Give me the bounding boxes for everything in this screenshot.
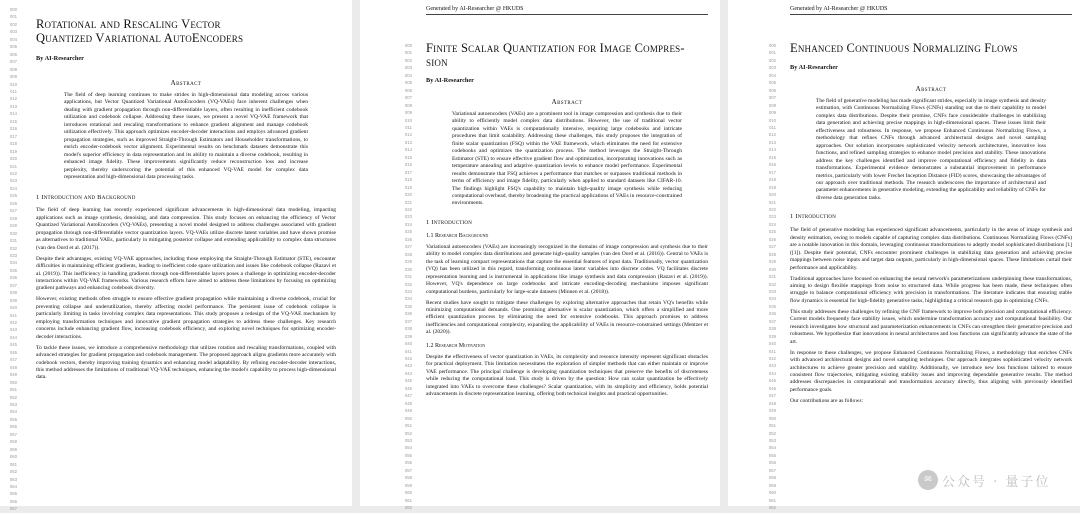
line-number: 005	[9, 44, 17, 50]
line-number: 012	[9, 96, 17, 102]
line-number: 034	[768, 296, 776, 302]
line-number: 060	[404, 490, 412, 496]
line-number: 016	[768, 162, 776, 168]
line-number: 047	[9, 357, 17, 363]
line-number: 008	[9, 66, 17, 72]
line-number: 064	[9, 484, 17, 489]
line-number: 015	[768, 154, 776, 160]
subsection-heading: 1.2 Research Motivation	[426, 342, 486, 349]
line-number: 023	[768, 214, 776, 220]
line-number: 009	[9, 74, 17, 80]
line-number: 028	[404, 251, 412, 257]
line-number: 036	[404, 311, 412, 317]
line-number: 021	[768, 199, 776, 205]
line-number: 033	[9, 252, 17, 258]
line-number: 051	[9, 387, 17, 393]
line-number: 010	[404, 117, 412, 123]
line-number: 056	[404, 460, 412, 466]
line-number: 018	[404, 177, 412, 183]
line-number: 026	[9, 200, 17, 206]
line-number: 020	[768, 192, 776, 198]
line-number: 038	[9, 290, 17, 296]
abstract-heading: Abstract	[915, 85, 947, 93]
line-number: 022	[768, 206, 776, 212]
author-line: By AI-Researcher	[790, 64, 838, 71]
line-number: 011	[10, 88, 17, 94]
paragraph: The field of generative modeling has experienced significant advancements, particularly in the areas of image synthesis and density estimation, owing to models capable of capturing complex data distributions. Continuous Normalizing Flows (CNFs) are a notable innovation in this domain, leveraging continuous transformations to adeptly model sophisticated distributions [1] ([1]). Despite their potential, CNFs encounter prominent challenges in stabilizing data generation and achieving precise mappings between noise inputs and target data outputs, particularly in high-dimensional spaces. These limitations curtail their performance and applicability.	[790, 227, 1073, 271]
line-number: 013	[404, 139, 412, 145]
line-numbers	[398, 0, 412, 511]
line-number: 058	[9, 439, 17, 445]
abstract-text: Variational autoencoders (VAEs) are a prominent tool in image compression and synthesis due to their ability to efficiently model complex data distributions. However, the use of traditional vector quantization within VAEs is computationally intensive, requiring large codebooks and intricate procedures that limit scalability. Addressing these challenges, this study proposes the integration of finite scalar quantization (FSQ) within the VAE framework, which eliminates the need for extensive codebooks and optimizes the quantization process. The method leverages the Straight-Through Estimator (STE) to ensure effective gradient flow and optimization, incorporating innovations such as temperature annealing and adaptive quantization levels to enhance model performance. Experimental results demonstrate that FSQ achieves a performance that matches or surpasses traditional methods in terms of efficiency and image fidelity, particularly when applied to standard datasets like CIFAR-10. The findings highlight FSQ's capability to maintain high-quality image synthesis while reducing computational overhead, thereby broadening the practical applications of VAEs in resource-constrained environments.	[452, 111, 682, 207]
citation-link[interactable]: Minnen et al. (2018)	[560, 288, 606, 295]
line-number: 020	[404, 192, 412, 198]
line-number: 031	[404, 274, 412, 280]
line-number: 009	[768, 110, 776, 116]
line-number: 062	[9, 469, 17, 475]
line-number: 001	[768, 50, 776, 56]
line-number: 048	[404, 400, 412, 406]
line-number: 001	[404, 50, 412, 56]
line-number: 057	[404, 467, 412, 473]
line-number: 031	[768, 274, 776, 280]
paragraph: This study addresses these challenges by refining the CNF framework to improve both precision and computational efficiency. Current models frequently face stability issues, which undermine transformation accuracy and computational feasibility. Our research investigates how structural and parameterization enhancements in CNFs can strengthen their generative precision and robustness. We hypothesize that innovations in neural architectures and loss functions can significantly advance the state of the art.	[790, 308, 1072, 345]
line-number: 022	[9, 170, 17, 176]
line-number: 000	[404, 43, 412, 48]
line-number: 029	[404, 259, 412, 265]
page-title: Enhanced Continuous Normalizing Flows	[790, 41, 1018, 55]
line-number: 021	[9, 163, 17, 169]
line-number: 017	[768, 169, 776, 175]
line-number: 032	[768, 281, 776, 287]
line-number: 027	[768, 244, 776, 250]
line-number: 040	[404, 341, 412, 347]
line-number: 034	[9, 260, 17, 266]
abstract-text: The field of deep learning continues to make strides in high-dimensional data modeling across various applications, but Vector Quantized Variational AutoEncoders (VQ-VAEs) face inherent challenges when dealing with gradient propagation through non-differentiable layers, often resulting in inefficient codebook utilization and codebook collapse. Addressing these issues, we present a novel VQ-VAE framework that introduces rotational and rescaling transformations to enhance gradient alignment and manage codebook utilization effectively. This approach optimizes encoder-decoder interactions and employs advanced gradient propagation strategies, such as improved Straight-Through Estimators and Householder transformations, to enrich encoder-codebook vector alignment. Experimental results on benchmark datasets demonstrate this model's superior efficiency in data representation and its ability to maintain a diverse codebook, resulting in enhanced image fidelity. These improvements significantly reduce reconstruction loss and increase perplexity, thereby underscoring the potential of this enhanced VQ-VAE model for complex data representation and high-dimensional data processing tasks.	[64, 92, 308, 180]
paragraph: Variational autoencoders (VAEs) are increasingly recognized in the domains of image compression and synthesis due to their ability to model complex data distributions and generate high-quality samples (van den Oord et al. (2016)). Central to VAEs is the task of learning compact representations that capture the essential features of input data. Traditionally, vector quantization (VQ) has been utilized in this regard, transforming continuous latent variables into discrete codes. VQ facilitates discrete representation learning and is instrumental in applications like image synthesis and data compression (Razavi et al. (2019)). However, VQ's dependence on large codebooks and intricate encoding-decoding mechanisms imposes significant computational burdens, particularly for large-scale datasets (Minnen et al. (2018)).	[426, 243, 708, 295]
line-number: 039	[404, 333, 412, 339]
line-number: 015	[9, 118, 17, 124]
line-number: 044	[9, 334, 17, 340]
line-number: 011	[769, 124, 776, 130]
line-number: 024	[768, 221, 776, 227]
paragraph: In response to these challenges, we propose Enhanced Continuous Normalizing Flows, a methodology that enriches CNFs with advanced architectural designs and novel sampling techniques. Our approach integrates sophisticated velocity network architectures to achieve greater precision and stability. Additionally, we introduce new loss functions tailored to ensure consistent flow trajectories, mitigating existing stability issues and improving dependable generative results. The method addresses discrepancies in computational and transformation accuracy directly, thus aligning with previously identified performance goals.	[790, 349, 1072, 393]
page-title: Finite Scalar Quantization for Image Compres- sion	[426, 41, 685, 69]
citation-link[interactable]: [1] ([1])	[790, 242, 1073, 256]
page-header: Generated by AI-Researcher @ HKUDS	[426, 6, 708, 15]
line-number: 029	[768, 259, 776, 265]
line-number: 047	[404, 393, 412, 399]
line-number: 023	[404, 214, 412, 220]
author-line: By AI-Researcher	[36, 55, 84, 62]
citation-link[interactable]: Razavi et al. (2019)	[659, 273, 705, 280]
citation-link[interactable]: van den Oord et al. (2016)	[602, 251, 662, 258]
line-number: 066	[9, 498, 17, 504]
line-number: 060	[9, 454, 17, 460]
line-number: 057	[9, 431, 17, 437]
line-number: 062	[404, 505, 412, 511]
line-number: 036	[9, 275, 17, 281]
line-number: 056	[768, 460, 776, 466]
line-number: 027	[9, 208, 17, 214]
line-number: 028	[9, 215, 17, 221]
line-number: 037	[9, 282, 17, 288]
line-number: 017	[404, 169, 412, 175]
line-number: 003	[768, 65, 776, 71]
line-number: 040	[9, 305, 17, 311]
line-number: 050	[768, 415, 776, 421]
line-number: 002	[404, 57, 412, 63]
line-number: 052	[9, 394, 17, 400]
line-number: 048	[768, 400, 776, 406]
line-number: 018	[9, 141, 17, 147]
section-heading: 1 Introduction and Background	[36, 194, 136, 202]
line-number: 059	[9, 446, 17, 452]
line-number: 023	[9, 178, 17, 184]
line-number: 032	[9, 245, 17, 251]
line-number: 036	[768, 311, 776, 317]
line-number: 003	[404, 65, 412, 71]
line-number: 045	[9, 342, 17, 348]
paragraph: The field of deep learning has recently experienced significant advancements in high-dimensional data modeling, impacting applications such as image synthesis, denoising, and data compression. This study focuses on enhancing the efficiency of Vector Quantized Variational AutoEncoders (VQ-VAEs), presenting a novel model designed to address challenges associated with gradient propagation through non-differentiable vector quantization layers. VQ-VAEs utilize discrete latent variables and have shown promise as alternatives to traditional VAEs, particularly in mitigating posterior collapse and extending applicability to complex data structures (van den Oord et al. (2017)).	[36, 207, 336, 251]
section-heading: 1 Introduction	[790, 213, 837, 221]
line-number: 012	[404, 132, 412, 138]
line-number: 005	[404, 80, 412, 86]
line-number: 042	[768, 356, 776, 362]
subsection-heading: 1.1 Research Background	[426, 232, 489, 239]
line-number: 012	[768, 132, 776, 138]
line-number: 031	[9, 238, 17, 244]
line-number: 059	[768, 482, 776, 488]
line-number: 046	[404, 385, 412, 391]
line-number: 030	[768, 266, 776, 272]
line-number: 041	[404, 348, 412, 354]
line-number: 013	[9, 103, 17, 109]
line-number: 044	[404, 370, 412, 376]
line-number: 027	[404, 244, 412, 250]
line-number: 055	[404, 452, 412, 458]
paragraph: Despite the effectiveness of vector quantization in VAEs, its complexity and resource intensity represent significant obstacles for practical deployment. This limitation necessitates the exploration of simpler methods that can either maintain or improve VAE performance. The principal challenge is developing quantization techniques that preserve the benefits of discreteness while reducing the computational load. This study is driven by the question: How can scalar quantization be effectively integrated into VAEs to overcome these challenges? Scalar quantization, with its simplicity and efficiency, holds potential advancements in discrete representation learning, offering both technical insights and practical opportunities.	[426, 353, 708, 398]
line-number: 062	[768, 505, 776, 511]
line-number: 044	[768, 370, 776, 376]
line-number: 057	[768, 467, 776, 473]
line-number: 035	[404, 303, 412, 309]
line-number: 061	[404, 497, 412, 503]
line-number: 050	[9, 379, 17, 385]
line-number: 067	[9, 506, 17, 512]
section-heading: 1 Introduction	[426, 218, 473, 226]
line-number: 051	[768, 423, 776, 429]
author-line: By AI-Researcher	[426, 77, 474, 84]
line-number: 025	[9, 193, 17, 199]
line-number: 007	[404, 95, 412, 101]
line-number: 019	[9, 148, 17, 154]
line-number: 056	[9, 424, 17, 430]
page-3-content	[790, 0, 1072, 405]
line-number: 060	[768, 490, 776, 496]
line-number: 010	[9, 81, 17, 87]
line-number: 006	[768, 87, 776, 93]
line-number: 022	[404, 206, 412, 212]
line-number: 058	[768, 475, 776, 481]
line-number: 045	[404, 378, 412, 384]
line-number: 052	[768, 430, 776, 436]
line-number: 037	[404, 318, 412, 324]
line-number: 024	[404, 221, 412, 227]
line-number: 043	[9, 327, 17, 333]
line-number: 004	[404, 72, 412, 78]
line-number: 018	[768, 177, 776, 183]
line-number: 038	[768, 326, 776, 332]
page-1-content	[36, 0, 336, 382]
line-number: 040	[768, 341, 776, 347]
line-number: 030	[9, 230, 17, 236]
line-number: 025	[404, 229, 412, 235]
line-number: 052	[404, 430, 412, 436]
line-number: 033	[768, 288, 776, 294]
line-number: 020	[9, 156, 17, 162]
line-number: 006	[404, 87, 412, 93]
line-number: 041	[9, 312, 17, 318]
line-number: 055	[9, 416, 17, 422]
line-number: 016	[404, 162, 412, 168]
line-number: 054	[768, 445, 776, 451]
line-number: 015	[404, 154, 412, 160]
line-number: 008	[404, 102, 412, 108]
paragraph: Recent studies have sought to mitigate these challenges by exploring alternative approaches that retain VQ's benefits while minimizing computational demands. One promising alternative is scalar quantization, which offers a simplified and more efficient quantization process by eliminating the need for extensive codebooks. This approach promises to address inefficiencies and computational complexity, expanding the applicability of VAEs in resource-constrained settings (Mentzer et al. (2020)).	[426, 299, 709, 336]
line-number: 055	[768, 452, 776, 458]
line-number: 019	[404, 184, 412, 190]
line-number: 063	[9, 476, 17, 482]
line-number: 065	[9, 491, 17, 497]
line-number: 011	[405, 124, 412, 130]
line-number: 049	[768, 408, 776, 414]
page-title: Rotational and Rescaling Vector Quantized Variational AutoEncoders	[36, 17, 244, 45]
line-number: 033	[404, 288, 412, 294]
line-number: 054	[9, 409, 17, 415]
line-number: 006	[9, 51, 17, 57]
line-number: 042	[9, 320, 17, 326]
watermark: ✉ 公众号 · 量子位	[918, 464, 1058, 496]
line-number: 002	[9, 21, 17, 27]
line-number: 005	[768, 80, 776, 86]
line-number: 009	[404, 110, 412, 116]
line-number: 004	[9, 36, 17, 42]
line-number: 061	[768, 497, 776, 503]
paragraph: To tackle these issues, we introduce a comprehensive methodology that utilizes rotation and rescaling transformations, coupled with advanced strategies for gradient propagation and codebook management. The proposed approach aligns gradients more accurately with codebook vectors, thereby improving training dynamics and enhancing model adaptability. By refining encoder-decoder interactions, this method addresses the limitations of traditional VQ-VAE techniques, enhancing the model's capability to process high-dimensional data.	[36, 344, 336, 381]
line-number: 032	[404, 281, 412, 287]
line-number: 053	[768, 438, 776, 444]
citation-link[interactable]: van den Oord et al. (2017)	[37, 244, 97, 251]
citation-link[interactable]: Razavi et al. (2019)	[36, 263, 336, 277]
line-number: 030	[404, 266, 412, 272]
line-number: 059	[404, 482, 412, 488]
line-number: 049	[404, 408, 412, 414]
line-number: 014	[9, 111, 17, 117]
abstract-heading: Abstract	[170, 79, 202, 87]
line-number: 014	[768, 147, 776, 153]
line-number: 042	[404, 356, 412, 362]
line-number: 010	[768, 117, 776, 123]
line-number: 053	[404, 438, 412, 444]
line-number: 039	[9, 297, 17, 303]
chat-bubble-icon: ✉	[918, 470, 938, 490]
line-number: 017	[9, 133, 17, 139]
line-number: 028	[768, 251, 776, 257]
line-number: 039	[768, 333, 776, 339]
line-number: 026	[768, 236, 776, 242]
line-number: 021	[404, 199, 412, 205]
citation-link[interactable]: Mentzer et al. (2020)	[426, 321, 709, 336]
abstract-text: The field of generative modeling has made significant strides, especially in image synthesis and density estimation, with Continuous Normalizing Flows (CNFs) standing out due to their capability to model complex data distributions. Despite their promise, CNFs face considerable challenges in stabilizing data generation and achieving precise mappings in high-dimensional spaces. These issues limit their effectiveness and robustness. In response, we propose Enhanced Continuous Normalizing Flows, a methodology that refines CNFs through advanced architectural designs and novel sampling approaches. Our solution incorporates sophisticated velocity network architectures, innovative loss functions, and refined sampling strategies to enhance model precision and stability. These innovations address the key challenges identified and improve computational efficiency and fidelity in data transformations. Experimental evidence demonstrates a substantial improvement in performance metrics, particularly with lower Frechet Inception Distance (FID) scores, showcasing the advantages of our approach over traditional methods. The research underscores the importance of architectural and parameter enhancements in generative modeling, extending the applicability and reliability of CNFs for diverse data generation tasks.	[816, 98, 1046, 201]
page-header: Generated by AI-Researcher @ HKUDS	[790, 6, 1072, 15]
line-number: 043	[768, 363, 776, 369]
line-numbers	[762, 0, 776, 511]
line-number: 007	[768, 95, 776, 101]
line-number: 019	[768, 184, 776, 190]
line-number: 046	[9, 349, 17, 355]
line-number: 035	[768, 303, 776, 309]
line-number: 054	[404, 445, 412, 451]
line-number: 061	[9, 461, 17, 467]
line-number: 002	[768, 57, 776, 63]
paper-page-2	[360, 0, 720, 511]
line-number: 013	[768, 139, 776, 145]
line-number: 053	[9, 402, 17, 408]
line-number: 037	[768, 318, 776, 324]
line-number: 026	[404, 236, 412, 242]
line-number: 047	[768, 393, 776, 399]
line-number: 016	[9, 126, 17, 132]
line-number: 007	[9, 59, 17, 65]
line-number: 000	[768, 43, 776, 48]
line-number: 024	[9, 185, 17, 191]
line-number: 000	[9, 7, 17, 12]
paragraph: However, existing methods often struggle to ensure effective gradient propagation while maintaining a diverse codebook, crucial for preventing collapse and underutilization, thereby affecting model performance. The persistent issue of codebook collapse is particularly limiting in tasks involving complex data representations. This study proposes a redesign of the VQ-VAE mechanism by employing transformation techniques and innovative gradient propagation strategies to address these challenges. Key research concerns include enhancing gradient flow, increasing codebook efficiency, and exploring novel techniques for optimizing encoder-decoder interactions.	[36, 296, 336, 340]
line-number: 034	[404, 296, 412, 302]
line-number: 025	[768, 229, 776, 235]
line-number: 001	[9, 14, 17, 20]
line-number: 035	[9, 267, 17, 273]
abstract-heading: Abstract	[551, 98, 583, 106]
line-number: 008	[768, 102, 776, 108]
paper-page-3	[728, 0, 1080, 511]
line-number: 029	[9, 223, 17, 229]
line-number: 003	[9, 29, 17, 35]
line-number: 051	[404, 423, 412, 429]
paragraph: Our contributions are as follows:	[790, 397, 864, 404]
page-2-content	[426, 0, 708, 399]
line-number: 041	[768, 348, 776, 354]
line-number: 043	[404, 363, 412, 369]
line-number: 048	[9, 364, 17, 370]
paragraph: Traditional approaches have focused on enhancing the neural network's parameterizations underpinning these transformations, aiming to design flexible mappings from noise to structured data. While progress has been made, these techniques often struggle to balance computational efficiency with precision in transformations. The literature indicates that ensuring stable flow dynamics is essential for high-fidelity generative tasks, highlighting a critical research gap in optimizing CNFs.	[790, 275, 1072, 304]
line-number: 045	[768, 378, 776, 384]
line-number: 014	[404, 147, 412, 153]
paper-page-1	[0, 0, 352, 512]
line-numbers	[3, 0, 17, 512]
line-number: 049	[9, 372, 17, 378]
line-number: 058	[404, 475, 412, 481]
line-number: 038	[404, 326, 412, 332]
line-number: 004	[768, 72, 776, 78]
paragraph: Despite their advantages, existing VQ-VAE approaches, including those employing the Straight-Through Estimator (STE), encounter difficulties in maintaining efficient gradients, leading to inefficient code space utilization and issues like codebook collapse (Razavi et al. (2019)). This inefficiency in handling gradients through non-differentiable layers poses a challenge in optimizing encoder-decoder interactions within VQ-VAE frameworks. Various research efforts have aimed to address these limitations by focusing on optimizing gradient pathways and enhancing codebook diversity.	[36, 255, 336, 292]
line-number: 046	[768, 385, 776, 391]
line-number: 050	[404, 415, 412, 421]
